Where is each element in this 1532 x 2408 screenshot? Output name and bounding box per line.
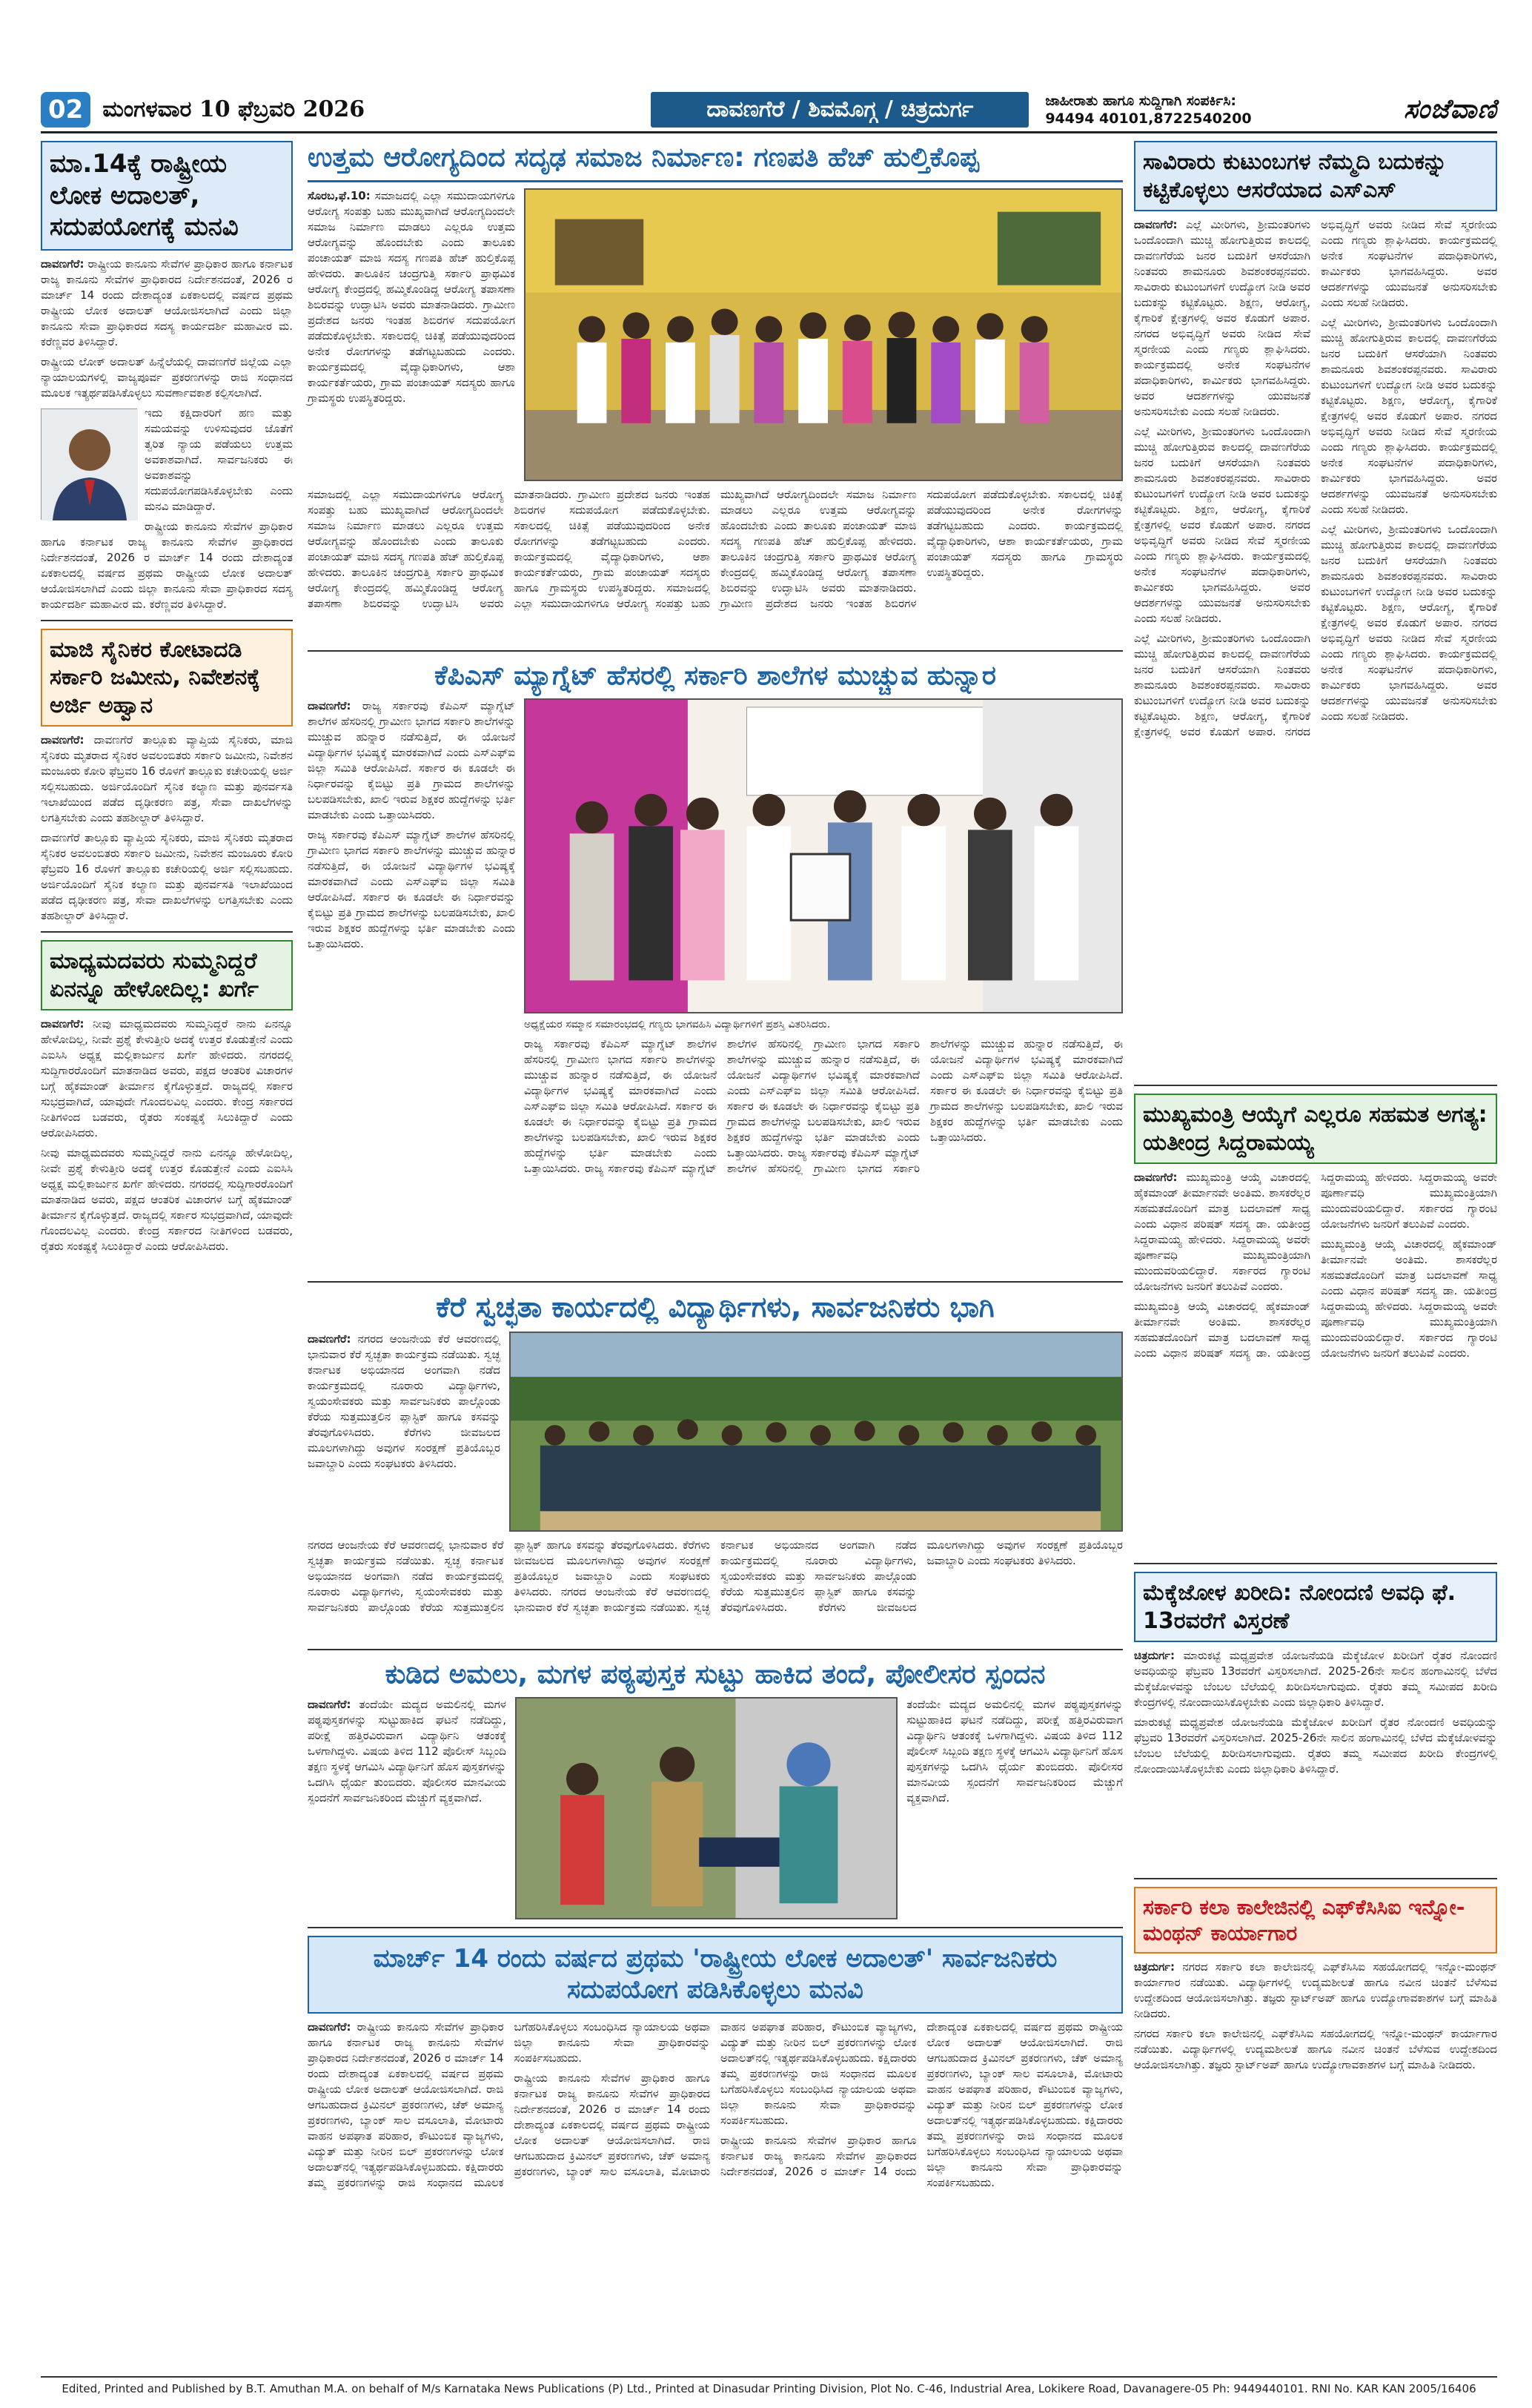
police-photo	[515, 1697, 898, 1919]
paragraph: ನಗರದ ಆಂಜನೇಯ ಕೆರೆ ಆವರಣದಲ್ಲಿ ಭಾನುವಾರ ಕೆರೆ ಸ್ವಚ್ಛತಾ ಕಾರ್ಯಕ್ರಮ ನಡೆಯಿತು. ಸ್ವಚ್ಛ ಕರ್ನಾಟಕ ಅಭಿಯಾನದ ಅಂಗವಾಗಿ ನಡೆದ ಕಾರ್ಯಕ್ರಮದಲ್ಲಿ ನೂರಾರು ವಿದ್ಯಾರ್ಥಿಗಳು, ಸ್ವಯಂಸೇವಕರು ಮತ್ತು ಸಾರ್ವಜನಿಕರು ಪಾಲ್ಗೊಂಡು ಕೆರೆಯ ಸುತ್ತಮುತ್ತಲಿನ ಪ್ಲಾಸ್ಟಿಕ್ ಹಾಗೂ ಕಸವನ್ನು ತೆರವುಗೊಳಿಸಿದರು. ಕೆರೆಗಳು ಜೀವಜಲದ ಮೂಲಗಳಾಗಿದ್ದು ಅವುಗಳ ಸಂರಕ್ಷಣೆ ಪ್ರತಿಯೊಬ್ಬರ ಜವಾಬ್ದಾರಿ ಎಂದು ಸಂಘಟಕರು ತಿಳಿಸಿದರು.	[308, 1538, 710, 1614]
headline: ಕುಡಿದ ಅಮಲು, ಮಗಳ ಪಠ್ಯಪುಸ್ತಕ ಸುಟ್ಟು ಹಾಕಿದ ತಂದೆ, ಪೋಲೀಸರ ಸ್ಪಂದನ	[385, 1658, 1046, 1690]
paragraph: ರಾಜ್ಯ ಸರ್ಕಾರವು ಕೆಪಿಎಸ್ ಮ್ಯಾಗ್ನೆಟ್ ಶಾಲೆಗಳ ಹೆಸರಿನಲ್ಲಿ ಗ್ರಾಮೀಣ ಭಾಗದ ಸರ್ಕಾರಿ ಶಾಲೆಗಳನ್ನು ಮುಚ್ಚುವ ಹುನ್ನಾರ ನಡೆಸುತ್ತಿದೆ, ಈ ಯೋಜನೆ ವಿದ್ಯಾರ್ಥಿಗಳ ಭವಿಷ್ಯಕ್ಕೆ ಮಾರಕವಾಗಿದೆ ಎಂದು ಎಸ್ಎಫ್ಐ ಜಿಲ್ಲಾ ಸಮಿತಿ ಆರೋಪಿಸಿದೆ. ಸರ್ಕಾರ ಈ ಕೂಡಲೇ ಈ ನಿರ್ಧಾರವನ್ನು ಕೈಬಿಟ್ಟು ಪ್ರತಿ ಗ್ರಾಮದ ಶಾಲೆಗಳನ್ನು ಬಲಪಡಿಸಬೇಕು, ಖಾಲಿ ಇರುವ ಶಿಕ್ಷಕರ ಹುದ್ದೆಗಳನ್ನು ಭರ್ತಿ ಮಾಡಬೇಕು ಎಂದು ಒತ್ತಾಯಿಸಿದರು.	[727, 1037, 1123, 1175]
article-body	[41, 732, 293, 924]
center-column	[308, 141, 1123, 2309]
article-continuation	[906, 1697, 1123, 1919]
page-number: 02	[41, 92, 90, 128]
headline: ಮಾರ್ಚ್ 14 ರಂದು ವರ್ಷದ ಪ್ರಥಮ 'ರಾಷ್ಟ್ರೀಯ ಲೋಕ ಅದಾಲತ್' ಸಾರ್ವಜನಿಕರು ಸದುಪಯೋಗ ಪಡಿಸಿಕೊಳ್ಳಲು ಮನವಿ	[373, 1943, 1058, 2005]
headline: ಸಾವಿರಾರು ಕುಟುಂಬಗಳ ನೆಮ್ಮದಿ ಬದುಕನ್ನು ಕಟ್ಟಿಕೊಳ್ಳಲು ಆಸರೆಯಾದ ಎಸ್ಎಸ್	[1143, 149, 1448, 203]
article-continuation	[524, 1036, 1123, 1274]
paragraph: ರಾಷ್ಟ್ರೀಯ ಕಾನೂನು ಸೇವೆಗಳ ಪ್ರಾಧಿಕಾರ ಹಾಗೂ ಕರ್ನಾಟಕ ರಾಜ್ಯ ಕಾನೂನು ಸೇವೆಗಳ ಪ್ರಾಧಿಕಾರದ ನಿರ್ದೇಶನದಂತೆ, 2026 ರ ಮಾರ್ಚ್ 14 ರಂದು ದೇಶಾದ್ಯಂತ ಏಕಕಾಲದಲ್ಲಿ ವರ್ಷದ ಪ್ರಥಮ ರಾಷ್ಟ್ರೀಯ ಲೋಕ ಅದಾಲತ್ ಆಯೋಜಿಸಲಾಗಿದೆ. ರಾಜಿ ಆಗಬಹುದಾದ ಕ್ರಿಮಿನಲ್ ಪ್ರಕರಣಗಳು, ಚೆಕ್ ಅಮಾನ್ಯ ಪ್ರಕರಣಗಳು, ಬ್ಯಾಂಕ್ ಸಾಲ ವಸೂಲಾತಿ, ಮೋಟಾರು ವಾಹನ ಅಪಘಾತ ಪರಿಹಾರ, ಕೌಟುಂಬಿಕ ವ್ಯಾಜ್ಯಗಳು, ವಿದ್ಯುತ್ ಮತ್ತು ನೀರಿನ ಬಿಲ್ ಪ್ರಕರಣಗಳನ್ನು ಲೋಕ ಅದಾಲತ್‌ನಲ್ಲಿ ಇತ್ಯರ್ಥಪಡಿಸಿಕೊಳ್ಳಬಹುದು. ಕಕ್ಷಿದಾರರು ತಮ್ಮ ಪ್ರಕರಣಗಳನ್ನು ರಾಜಿ ಸಂಧಾನದ ಮೂಲಕ ಬಗೆಹರಿಸಿಕೊಳ್ಳಲು ಸಂಬಂಧಿಸಿದ ನ್ಯಾಯಾಲಯ ಅಥವಾ ಜಿಲ್ಲಾ ಕಾನೂನು ಸೇವಾ ಪ್ರಾಧಿಕಾರವನ್ನು ಸಂಪರ್ಕಿಸಬಹುದು.	[308, 2020, 710, 2189]
headline: ಉತ್ತಮ ಆರೋಗ್ಯದಿಂದ ಸದೃಢ ಸಮಾಜ ನಿರ್ಮಾಣ: ಗಣಪತಿ ಹೆಚ್ ಹುಲ್ತಿಕೊಪ್ಪ	[308, 141, 1123, 182]
father-article	[308, 1697, 1123, 1919]
ad-contact-label: ಜಾಹೀರಾತು ಹಾಗೂ ಸುದ್ದಿಗಾಗಿ ಸಂಪರ್ಕಿಸಿ:	[1045, 92, 1236, 109]
dateline: ದಾವಣಗೆರೆ:	[41, 257, 84, 271]
kharge-article	[41, 940, 293, 1010]
paragraph: ಎಲ್ಲೆ ಮೀರಿಗಳು, ಶ್ರೀಮಂತರಿಗಳು ಒಂದೊಂದಾಗಿ ಮುಚ್ಚಿ ಹೋಗುತ್ತಿರುವ ಕಾಲದಲ್ಲಿ ದಾವಣಗೆರೆಯ ಜನರ ಬದುಕಿಗೆ ಆಸರೆಯಾಗಿ ನಿಂತವರು ಶಾಮನೂರು ಶಿವಶಂಕರಪ್ಪನವರು. ಸಾವಿರಾರು ಕುಟುಂಬಗಳಿಗೆ ಉದ್ಯೋಗ ನೀಡಿ ಅವರ ಬದುಕನ್ನು ಕಟ್ಟಿಕೊಟ್ಟರು. ಶಿಕ್ಷಣ, ಆರೋಗ್ಯ, ಕೈಗಾರಿಕೆ ಕ್ಷೇತ್ರಗಳಲ್ಲಿ ಅವರ ಕೊಡುಗೆ ಅಪಾರ. ನಗರದ ಅಭಿವೃದ್ಧಿಗೆ ಅವರು ನೀಡಿದ ಸೇವೆ ಸ್ಮರಣೀಯ ಎಂದು ಗಣ್ಯರು ಶ್ಲಾಘಿಸಿದರು. ಕಾರ್ಯಕ್ರಮದಲ್ಲಿ ಅನೇಕ ಸಂಘಟನೆಗಳ ಪದಾಧಿಕಾರಿಗಳು, ಕಾರ್ಮಿಕರು ಭಾಗವಹಿಸಿದ್ದರು. ಅವರ ಆದರ್ಶಗಳನ್ನು ಯುವಜನತೆ ಅನುಸರಿಸಬೇಕು ಎಂದು ಸಲಹೆ ನೀಡಿದರು.	[1134, 218, 1497, 738]
lake-article	[308, 1332, 1123, 1532]
college-article	[1134, 1887, 1497, 1954]
paragraph: ಸಮಾಜದಲ್ಲಿ ಎಲ್ಲಾ ಸಮುದಾಯಗಳಿಗೂ ಆರೋಗ್ಯ ಸಂಪತ್ತು ಬಹು ಮುಖ್ಯವಾಗಿದೆ ಆರೋಗ್ಯದಿಂದಲೇ ಸಮಾಜ ನಿರ್ಮಾಣ ಮಾಡಲು ಎಲ್ಲರೂ ಉತ್ತಮ ಆರೋಗ್ಯವನ್ನು ಹೊಂದಬೇಕು ಎಂದು ತಾಲೂಕು ಪಂಚಾಯತ್ ಮಾಜಿ ಸದಸ್ಯ ಗಣಪತಿ ಹೆಚ್ ಹುಲ್ತಿಕೊಪ್ಪ ಹೇಳಿದರು. ತಾಲೂಕಿನ ಚಂದ್ರಗುತ್ತಿ ಸರ್ಕಾರಿ ಪ್ರಾಥಮಿಕ ಆರೋಗ್ಯ ಕೇಂದ್ರದಲ್ಲಿ ಹಮ್ಮಿಕೊಂಡಿದ್ದ ಆರೋಗ್ಯ ತಪಾಸಣಾ ಶಿಬಿರವನ್ನು ಉದ್ಘಾಟಿಸಿ ಅವರು ಮಾತನಾಡಿದರು. ಗ್ರಾಮೀಣ ಪ್ರದೇಶದ ಜನರು ಇಂತಹ ಶಿಬಿರಗಳ ಸದುಪಯೋಗ ಪಡೆದುಕೊಳ್ಳಬೇಕು. ಸಕಾಲದಲ್ಲಿ ಚಿಕಿತ್ಸೆ ಪಡೆಯುವುದರಿಂದ ಅನೇಕ ರೋಗಗಳನ್ನು ತಡೆಗಟ್ಟಬಹುದು ಎಂದರು. ಕಾರ್ಯಕ್ರಮದಲ್ಲಿ ವೈದ್ಯಾಧಿಕಾರಿಗಳು, ಆಶಾ ಕಾರ್ಯಕರ್ತೆಯರು, ಗ್ರಾಮ ಪಂಚಾಯತ್ ಸದಸ್ಯರು ಹಾಗೂ ಗ್ರಾಮಸ್ಥರು ಉಪಸ್ಥಿತರಿದ್ದರು.	[308, 488, 710, 610]
article-body	[1134, 1170, 1497, 1555]
right-column	[1134, 141, 1497, 2123]
dateline: ಚಿತ್ರದುರ್ಗ:	[1134, 1960, 1175, 1974]
dateline: ದಾವಣಗೆರೆ:	[308, 1697, 351, 1711]
left-column	[41, 141, 293, 1259]
dateline: ದಾವಣಗೆರೆ:	[41, 733, 84, 747]
paragraph: ಇದು ಕಕ್ಷಿದಾರರಿಗೆ ಹಣ ಮತ್ತು ಸಮಯವನ್ನು ಉಳಿಸುವುದರ ಜೊತೆಗೆ ತ್ವರಿತ ನ್ಯಾಯ ಪಡೆಯಲು ಉತ್ತಮ ಅವಕಾಶವಾಗಿದೆ. ಸಾರ್ವಜನಿಕರು ಈ ಅವಕಾಶವನ್ನು ಸದುಪಯೋಗಪಡಿಸಿಕೊಳ್ಳಬೇಕು ಎಂದು ಮನವಿ ಮಾಡಿದ್ದಾರೆ.	[145, 406, 293, 513]
paragraph: ದಾವಣಗೆರೆ ತಾಲ್ಲೂಕು ವ್ಯಾಪ್ತಿಯ ಸೈನಿಕರು, ಮಾಜಿ ಸೈನಿಕರು ಮೃತರಾದ ಸೈನಿಕರ ಅವಲಂಬಿತರು ಸರ್ಕಾರಿ ಜಮೀನು, ನಿವೇಶನ ಮಂಜೂರು ಕೋರಿ ಫೆಬ್ರವರಿ 16 ರೊಳಗೆ ತಾಲ್ಲೂಕು ಕಚೇರಿಯಲ್ಲಿ ಅರ್ಜಿ ಸಲ್ಲಿಸಬಹುದು. ಅರ್ಜಿಯೊಂದಿಗೆ ಸೈನಿಕ ಕಲ್ಯಾಣ ಮತ್ತು ಪುನರ್ವಸತಿ ಇಲಾಖೆಯಿಂದ ಪಡೆದ ದೃಢೀಕರಣ ಪತ್ರ, ಸೇವಾ ದಾಖಲೆಗಳನ್ನು ಲಗತ್ತಿಸಬೇಕು ಎಂದು ತಹಶೀಲ್ದಾರ್ ತಿಳಿಸಿದ್ದಾರೆ.	[41, 831, 293, 922]
headline: ಕೆಪಿಎಸ್ ಮ್ಯಾಗ್ನೆಟ್ ಹೆಸರಲ್ಲಿ ಸರ್ಕಾರಿ ಶಾಲೆಗಳ ಮುಚ್ಚುವ ಹುನ್ನಾರ	[434, 661, 996, 691]
paragraph: ಮುಖ್ಯಮಂತ್ರಿ ಆಯ್ಕೆ ವಿಚಾರದಲ್ಲಿ ಹೈಕಮಾಂಡ್ ತೀರ್ಮಾನವೇ ಅಂತಿಮ. ಶಾಸಕರೆಲ್ಲರ ಸಹಮತದೊಂದಿಗೆ ಮಾತ್ರ ಬದಲಾವಣೆ ಸಾಧ್ಯ ಎಂದು ವಿಧಾನ ಪರಿಷತ್ ಸದಸ್ಯ ಡಾ. ಯತೀಂದ್ರ ಸಿದ್ದರಾಮಯ್ಯ ಹೇಳಿದರು. ಸಿದ್ದರಾಮಯ್ಯ ಅವರೇ ಪೂರ್ಣಾವಧಿ ಮುಖ್ಯಮಂತ್ರಿಯಾಗಿ ಮುಂದುವರಿಯಲಿದ್ದಾರೆ. ಸರ್ಕಾರದ ಗ್ಯಾರಂಟಿ ಯೋಜನೆಗಳು ಜನರಿಗೆ ತಲುಪಿವೆ ಎಂದರು.	[1321, 1237, 1497, 1360]
headline: ಸರ್ಕಾರಿ ಕಲಾ ಕಾಲೇಜಿನಲ್ಲಿ ಎಫ್‌ಕೆಸಿಸಿಐ ಇನ್ನೋ-ಮಂಥನ್ ಕಾರ್ಯಾಗಾರ	[1143, 1895, 1465, 1945]
article-body	[308, 1697, 506, 1919]
dateline: ದಾವಣಗೆರೆ:	[1134, 1171, 1178, 1184]
health-article	[308, 188, 1123, 481]
paragraph: ರಾಷ್ಟ್ರೀಯ ಕಾನೂನು ಸೇವೆಗಳ ಪ್ರಾಧಿಕಾರ ಹಾಗೂ ಕರ್ನಾಟಕ ರಾಜ್ಯ ಕಾನೂನು ಸೇವೆಗಳ ಪ್ರಾಧಿಕಾರದ ನಿರ್ದೇಶನದಂತೆ, 2026 ರ ಮಾರ್ಚ್ 14 ರಂದು ದೇಶಾದ್ಯಂತ ಏಕಕಾಲದಲ್ಲಿ ವರ್ಷದ ಪ್ರಥಮ ರಾಷ್ಟ್ರೀಯ ಲೋಕ ಅದಾಲತ್ ಆಯೋಜಿಸಲಾಗಿದೆ. ರಾಜಿ ಆಗಬಹುದಾದ ಕ್ರಿಮಿನಲ್ ಪ್ರಕರಣಗಳು, ಚೆಕ್ ಅಮಾನ್ಯ ಪ್ರಕರಣಗಳು, ಬ್ಯಾಂಕ್ ಸಾಲ ವಸೂಲಾತಿ, ಮೋಟಾರು ವಾಹನ ಅಪಘಾತ ಪರಿಹಾರ, ಕೌಟುಂಬಿಕ ವ್ಯಾಜ್ಯಗಳು, ವಿದ್ಯುತ್ ಮತ್ತು ನೀರಿನ ಬಿಲ್ ಪ್ರಕರಣಗಳನ್ನು ಲೋಕ ಅದಾಲತ್‌ನಲ್ಲಿ ಇತ್ಯರ್ಥಪಡಿಸಿಕೊಳ್ಳಬಹುದು. ಕಕ್ಷಿದಾರರು ತಮ್ಮ ಪ್ರಕರಣಗಳನ್ನು ರಾಜಿ ಸಂಧಾನದ ಮೂಲಕ ಬಗೆಹರಿಸಿಕೊಳ್ಳಲು ಸಂಬಂಧಿಸಿದ ನ್ಯಾಯಾಲಯ ಅಥವಾ ಜಿಲ್ಲಾ ಕಾನೂನು ಸೇವಾ ಪ್ರಾಧಿಕಾರವನ್ನು ಸಂಪರ್ಕಿಸಬಹುದು.	[514, 2020, 917, 2178]
article-body	[308, 1332, 500, 1532]
paragraph: ರಾಷ್ಟ್ರೀಯ ಕಾನೂನು ಸೇವೆಗಳ ಪ್ರಾಧಿಕಾರ ಹಾಗೂ ಕರ್ನಾಟಕ ರಾಜ್ಯ ಕಾನೂನು ಸೇವೆಗಳ ಪ್ರಾಧಿಕಾರದ ನಿರ್ದೇಶನದಂತೆ, 2026 ರ ಮಾರ್ಚ್ 14 ರಂದು ದೇಶಾದ್ಯಂತ ಏಕಕಾಲದಲ್ಲಿ ವರ್ಷದ ಪ್ರಥಮ ರಾಷ್ಟ್ರೀಯ ಲೋಕ ಅದಾಲತ್ ಆಯೋಜಿಸಲಾಗಿದೆ ಎಂದು ಜಿಲ್ಲಾ ಕಾನೂನು ಸೇವಾ ಪ್ರಾಧಿಕಾರದ ಸದಸ್ಯ ಕಾರ್ಯದರ್ಶಿ ಮಹಾವೀರ ಮ. ಕರೆಣ್ಣವರ ತಿಳಿಸಿದ್ದಾರೆ.	[41, 519, 293, 611]
paragraph: ನೀವು ಮಾಧ್ಯಮದವರು ಸುಮ್ಮನಿದ್ದರೆ ನಾನು ಏನನ್ನೂ ಹೇಳೋದಿಲ್ಲ, ನೀವೇ ಪ್ರಶ್ನೆ ಕೇಳುತ್ತೀರಿ ಅದಕ್ಕೆ ಉತ್ತರ ಕೊಡುತ್ತೇನೆ ಎಂದು ಎಐಸಿಸಿ ಅಧ್ಯಕ್ಷ ಮಲ್ಲಿಕಾರ್ಜುನ ಖರ್ಗೆ ಹೇಳಿದರು. ನಗರದಲ್ಲಿ ಸುದ್ದಿಗಾರರೊಂದಿಗೆ ಮಾತನಾಡಿದ ಅವರು, ಪಕ್ಷದ ಆಂತರಿಕ ವಿಚಾರಗಳ ಬಗ್ಗೆ ಹೈಕಮಾಂಡ್ ತೀರ್ಮಾನ ಕೈಗೊಳ್ಳುತ್ತದೆ. ರಾಜ್ಯದಲ್ಲಿ ಸರ್ಕಾರ ಸುಭದ್ರವಾಗಿದೆ, ಯಾವುದೇ ಗೊಂದಲವಿಲ್ಲ ಎಂದರು. ಕೇಂದ್ರ ಸರ್ಕಾರದ ನೀತಿಗಳಿಂದ ಬಡವರು, ರೈತರು ಸಂಕಷ್ಟಕ್ಕೆ ಸಿಲುಕಿದ್ದಾರೆ ಎಂದು ಆರೋಪಿಸಿದರು.	[41, 1146, 293, 1253]
paragraph: ಸಮಾಜದಲ್ಲಿ ಎಲ್ಲಾ ಸಮುದಾಯಗಳಿಗೂ ಆರೋಗ್ಯ ಸಂಪತ್ತು ಬಹು ಮುಖ್ಯವಾಗಿದೆ ಆರೋಗ್ಯದಿಂದಲೇ ಸಮಾಜ ನಿರ್ಮಾಣ ಮಾಡಲು ಎಲ್ಲರೂ ಉತ್ತಮ ಆರೋಗ್ಯವನ್ನು ಹೊಂದಬೇಕು ಎಂದು ತಾಲೂಕು ಪಂಚಾಯತ್ ಮಾಜಿ ಸದಸ್ಯ ಗಣಪತಿ ಹೆಚ್ ಹುಲ್ತಿಕೊಪ್ಪ ಹೇಳಿದರು. ತಾಲೂಕಿನ ಚಂದ್ರಗುತ್ತಿ ಸರ್ಕಾರಿ ಪ್ರಾಥಮಿಕ ಆರೋಗ್ಯ ಕೇಂದ್ರದಲ್ಲಿ ಹಮ್ಮಿಕೊಂಡಿದ್ದ ಆರೋಗ್ಯ ತಪಾಸಣಾ ಶಿಬಿರವನ್ನು ಉದ್ಘಾಟಿಸಿ ಅವರು ಮಾತನಾಡಿದರು. ಗ್ರಾಮೀಣ ಪ್ರದೇಶದ ಜನರು ಇಂತಹ ಶಿಬಿರಗಳ ಸದುಪಯೋಗ ಪಡೆದುಕೊಳ್ಳಬೇಕು. ಸಕಾಲದಲ್ಲಿ ಚಿಕಿತ್ಸೆ ಪಡೆಯುವುದರಿಂದ ಅನೇಕ ರೋಗಗಳನ್ನು ತಡೆಗಟ್ಟಬಹುದು ಎಂದರು. ಕಾರ್ಯಕ್ರಮದಲ್ಲಿ ವೈದ್ಯಾಧಿಕಾರಿಗಳು, ಆಶಾ ಕಾರ್ಯಕರ್ತೆಯರು, ಗ್ರಾಮ ಪಂಚಾಯತ್ ಸದಸ್ಯರು ಹಾಗೂ ಗ್ರಾಮಸ್ಥರು ಉಪಸ್ಥಿತರಿದ್ದರು.	[514, 488, 1123, 610]
paragraph: ಮುಖ್ಯಮಂತ್ರಿ ಆಯ್ಕೆ ವಿಚಾರದಲ್ಲಿ ಹೈಕಮಾಂಡ್ ತೀರ್ಮಾನವೇ ಅಂತಿಮ. ಶಾಸಕರೆಲ್ಲರ ಸಹಮತದೊಂದಿಗೆ ಮಾತ್ರ ಬದಲಾವಣೆ ಸಾಧ್ಯ ಎಂದು ವಿಧಾನ ಪರಿಷತ್ ಸದಸ್ಯ ಡಾ. ಯತೀಂದ್ರ ಸಿದ್ದರಾಮಯ್ಯ ಹೇಳಿದರು. ಸಿದ್ದರಾಮಯ್ಯ ಅವರೇ ಪೂರ್ಣಾವಧಿ ಮುಖ್ಯಮಂತ್ರಿಯಾಗಿ ಮುಂದುವರಿಯಲಿದ್ದಾರೆ. ಸರ್ಕಾರದ ಗ್ಯಾರಂಟಿ ಯೋಜನೆಗಳು ಜನರಿಗೆ ತಲುಪಿವೆ ಎಂದರು.	[1134, 1171, 1497, 1360]
paragraph: ರಾಜ್ಯ ಸರ್ಕಾರವು ಕೆಪಿಎಸ್ ಮ್ಯಾಗ್ನೆಟ್ ಶಾಲೆಗಳ ಹೆಸರಿನಲ್ಲಿ ಗ್ರಾಮೀಣ ಭಾಗದ ಸರ್ಕಾರಿ ಶಾಲೆಗಳನ್ನು ಮುಚ್ಚುವ ಹುನ್ನಾರ ನಡೆಸುತ್ತಿದೆ, ಈ ಯೋಜನೆ ವಿದ್ಯಾರ್ಥಿಗಳ ಭವಿಷ್ಯಕ್ಕೆ ಮಾರಕವಾಗಿದೆ ಎಂದು ಎಸ್ಎಫ್ಐ ಜಿಲ್ಲಾ ಸಮಿತಿ ಆರೋಪಿಸಿದೆ. ಸರ್ಕಾರ ಈ ಕೂಡಲೇ ಈ ನಿರ್ಧಾರವನ್ನು ಕೈಬಿಟ್ಟು ಪ್ರತಿ ಗ್ರಾಮದ ಶಾಲೆಗಳನ್ನು ಬಲಪಡಿಸಬೇಕು, ಖಾಲಿ ಇರುವ ಶಿಕ್ಷಕರ ಹುದ್ದೆಗಳನ್ನು ಭರ್ತಿ ಮಾಡಬೇಕು ಎಂದು ಒತ್ತಾಯಿಸಿದರು.	[308, 828, 515, 950]
paragraph: ದಾವಣಗೆರೆ ತಾಲ್ಲೂಕು ವ್ಯಾಪ್ತಿಯ ಸೈನಿಕರು, ಮಾಜಿ ಸೈನಿಕರು ಮೃತರಾದ ಸೈನಿಕರ ಅವಲಂಬಿತರು ಸರ್ಕಾರಿ ಜಮೀನು, ನಿವೇಶನ ಮಂಜೂರು ಕೋರಿ ಫೆಬ್ರವರಿ 16 ರೊಳಗೆ ತಾಲ್ಲೂಕು ಕಚೇರಿಯಲ್ಲಿ ಅರ್ಜಿ ಸಲ್ಲಿಸಬಹುದು. ಅರ್ಜಿಯೊಂದಿಗೆ ಸೈನಿಕ ಕಲ್ಯಾಣ ಮತ್ತು ಪುನರ್ವಸತಿ ಇಲಾಖೆಯಿಂದ ಪಡೆದ ದೃಢೀಕರಣ ಪತ್ರ, ಸೇವಾ ದಾಖಲೆಗಳನ್ನು ಲಗತ್ತಿಸಬೇಕು ಎಂದು ತಹಶೀಲ್ದಾರ್ ತಿಳಿಸಿದ್ದಾರೆ.	[41, 733, 293, 824]
group-photo	[524, 188, 1123, 481]
paragraph: ನಗರದ ಸರ್ಕಾರಿ ಕಲಾ ಕಾಲೇಜಿನಲ್ಲಿ ಎಫ್‌ಕೆಸಿಸಿಐ ಸಹಯೋಗದಲ್ಲಿ ಇನ್ನೋ-ಮಂಥನ್ ಕಾರ್ಯಾಗಾರ ನಡೆಯಿತು. ವಿದ್ಯಾರ್ಥಿಗಳಲ್ಲಿ ಉದ್ಯಮಶೀಲತೆ ಹಾಗೂ ನವೀನ ಚಿಂತನೆ ಬೆಳೆಸುವ ಉದ್ದೇಶದಿಂದ ಆಯೋಜಿಸಲಾಗಿತ್ತು. ತಜ್ಞರು ಸ್ಟಾರ್ಟ್‌ಅಪ್ ಹಾಗೂ ಉದ್ಯೋಗಾವಕಾಶಗಳ ಬಗ್ಗೆ ಮಾಹಿತಿ ನೀಡಿದರು.	[1134, 1960, 1497, 2020]
paragraph: ಸಮಾಜದಲ್ಲಿ ಎಲ್ಲಾ ಸಮುದಾಯಗಳಿಗೂ ಆರೋಗ್ಯ ಸಂಪತ್ತು ಬಹು ಮುಖ್ಯವಾಗಿದೆ ಆರೋಗ್ಯದಿಂದಲೇ ಸಮಾಜ ನಿರ್ಮಾಣ ಮಾಡಲು ಎಲ್ಲರೂ ಉತ್ತಮ ಆರೋಗ್ಯವನ್ನು ಹೊಂದಬೇಕು ಎಂದು ತಾಲೂಕು ಪಂಚಾಯತ್ ಮಾಜಿ ಸದಸ್ಯ ಗಣಪತಿ ಹೆಚ್ ಹುಲ್ತಿಕೊಪ್ಪ ಹೇಳಿದರು. ತಾಲೂಕಿನ ಚಂದ್ರಗುತ್ತಿ ಸರ್ಕಾರಿ ಪ್ರಾಥಮಿಕ ಆರೋಗ್ಯ ಕೇಂದ್ರದಲ್ಲಿ ಹಮ್ಮಿಕೊಂಡಿದ್ದ ಆರೋಗ್ಯ ತಪಾಸಣಾ ಶಿಬಿರವನ್ನು ಉದ್ಘಾಟಿಸಿ ಅವರು ಮಾತನಾಡಿದರು. ಗ್ರಾಮೀಣ ಪ್ರದೇಶದ ಜನರು ಇಂತಹ ಶಿಬಿರಗಳ ಸದುಪಯೋಗ ಪಡೆದುಕೊಳ್ಳಬೇಕು. ಸಕಾಲದಲ್ಲಿ ಚಿಕಿತ್ಸೆ ಪಡೆಯುವುದರಿಂದ ಅನೇಕ ರೋಗಗಳನ್ನು ತಡೆಗಟ್ಟಬಹುದು ಎಂದರು. ಕಾರ್ಯಕ್ರಮದಲ್ಲಿ ವೈದ್ಯಾಧಿಕಾರಿಗಳು, ಆಶಾ ಕಾರ್ಯಕರ್ತೆಯರು, ಗ್ರಾಮ ಪಂಚಾಯತ್ ಸದಸ್ಯರು ಹಾಗೂ ಗ್ರಾಮಸ್ಥರು ಉಪಸ್ಥಿತರಿದ್ದರು.	[308, 189, 515, 405]
paragraph: ರಾಜ್ಯ ಸರ್ಕಾರವು ಕೆಪಿಎಸ್ ಮ್ಯಾಗ್ನೆಟ್ ಶಾಲೆಗಳ ಹೆಸರಿನಲ್ಲಿ ಗ್ರಾಮೀಣ ಭಾಗದ ಸರ್ಕಾರಿ ಶಾಲೆಗಳನ್ನು ಮುಚ್ಚುವ ಹುನ್ನಾರ ನಡೆಸುತ್ತಿದೆ, ಈ ಯೋಜನೆ ವಿದ್ಯಾರ್ಥಿಗಳ ಭವಿಷ್ಯಕ್ಕೆ ಮಾರಕವಾಗಿದೆ ಎಂದು ಎಸ್ಎಫ್ಐ ಜಿಲ್ಲಾ ಸಮಿತಿ ಆರೋಪಿಸಿದೆ. ಸರ್ಕಾರ ಈ ಕೂಡಲೇ ಈ ನಿರ್ಧಾರವನ್ನು ಕೈಬಿಟ್ಟು ಪ್ರತಿ ಗ್ರಾಮದ ಶಾಲೆಗಳನ್ನು ಬಲಪಡಿಸಬೇಕು, ಖಾಲಿ ಇರುವ ಶಿಕ್ಷಕರ ಹುದ್ದೆಗಳನ್ನು ಭರ್ತಿ ಮಾಡಬೇಕು ಎಂದು ಒತ್ತಾಯಿಸಿದರು.	[584, 1037, 920, 1175]
headline: ಮುಖ್ಯಮಂತ್ರಿ ಆಯ್ಕೆಗೆ ಎಲ್ಲರೂ ಸಹಮತ ಅಗತ್ಯ: ಯತೀಂದ್ರ ಸಿದ್ದರಾಮಯ್ಯ	[1143, 1102, 1488, 1156]
masthead	[41, 87, 1497, 133]
paragraph: ರಾಷ್ಟ್ರೀಯ ಲೋಕ್ ಅದಾಲತ್ ಹಿನ್ನೆಲೆಯಲ್ಲಿ ದಾವಣಗೆರೆ ಜಿಲ್ಲೆಯ ಎಲ್ಲಾ ನ್ಯಾಯಾಲಯಗಳಲ್ಲಿ ವಾಜ್ಯಪೂರ್ವ ಪ್ರಕರಣಗಳನ್ನು ರಾಜಿ ಸಂಧಾನದ ಮೂಲಕ ಇತ್ಯರ್ಥಪಡಿಸಿಕೊಳ್ಳಲು ಸುವರ್ಣಾವಕಾಶ ಕಲ್ಪಿಸಲಾಗಿದೆ.	[41, 354, 293, 400]
soldier-article	[41, 629, 293, 727]
headline: ಮೆಕ್ಕೆಜೋಳ ಖರೀದಿ: ನೋಂದಣಿ ಅವಧಿ ಫೆ. 13ರವರೆಗೆ ವಿಸ್ತರಣೆ	[1143, 1580, 1456, 1634]
award-photo	[524, 698, 1123, 1013]
dateline: ಚಿತ್ರದುರ್ಗ:	[1134, 1649, 1175, 1662]
paragraph: ರಾಷ್ಟ್ರೀಯ ಕಾನೂನು ಸೇವೆಗಳ ಪ್ರಾಧಿಕಾರ ಹಾಗೂ ಕರ್ನಾಟಕ ರಾಜ್ಯ ಕಾನೂನು ಸೇವೆಗಳ ಪ್ರಾಧಿಕಾರದ ನಿರ್ದೇಶನದಂತೆ, 2026 ರ ಮಾರ್ಚ್ 14 ರಂದು ದೇಶಾದ್ಯಂತ ಏಕಕಾಲದಲ್ಲಿ ವರ್ಷದ ಪ್ರಥಮ ರಾಷ್ಟ್ರೀಯ ಲೋಕ ಅದಾಲತ್ ಆಯೋಜಿಸಲಾಗಿದೆ ಎಂದು ಜಿಲ್ಲಾ ಕಾನೂನು ಸೇವಾ ಪ್ರಾಧಿಕಾರದ ಸದಸ್ಯ ಕಾರ್ಯದರ್ಶಿ ಮಹಾವೀರ ಮ. ಕರೆಣ್ಣವರ ತಿಳಿಸಿದ್ದಾರೆ.	[41, 257, 293, 348]
paragraph: ರಾಷ್ಟ್ರೀಯ ಕಾನೂನು ಸೇವೆಗಳ ಪ್ರಾಧಿಕಾರ ಹಾಗೂ ಕರ್ನಾಟಕ ರಾಜ್ಯ ಕಾನೂನು ಸೇವೆಗಳ ಪ್ರಾಧಿಕಾರದ ನಿರ್ದೇಶನದಂತೆ, 2026 ರ ಮಾರ್ಚ್ 14 ರಂದು ದೇಶಾದ್ಯಂತ ಏಕಕಾಲದಲ್ಲಿ ವರ್ಷದ ಪ್ರಥಮ ರಾಷ್ಟ್ರೀಯ ಲೋಕ ಅದಾಲತ್ ಆಯೋಜಿಸಲಾಗಿದೆ. ರಾಜಿ ಆಗಬಹುದಾದ ಕ್ರಿಮಿನಲ್ ಪ್ರಕರಣಗಳು, ಚೆಕ್ ಅಮಾನ್ಯ ಪ್ರಕರಣಗಳು, ಬ್ಯಾಂಕ್ ಸಾಲ ವಸೂಲಾತಿ, ಮೋಟಾರು ವಾಹನ ಅಪಘಾತ ಪರಿಹಾರ, ಕೌಟುಂಬಿಕ ವ್ಯಾಜ್ಯಗಳು, ವಿದ್ಯುತ್ ಮತ್ತು ನೀರಿನ ಬಿಲ್ ಪ್ರಕರಣಗಳನ್ನು ಲೋಕ ಅದಾಲತ್‌ನಲ್ಲಿ ಇತ್ಯರ್ಥಪಡಿಸಿಕೊಳ್ಳಬಹುದು. ಕಕ್ಷಿದಾರರು ತಮ್ಮ ಪ್ರಕರಣಗಳನ್ನು ರಾಜಿ ಸಂಧಾನದ ಮೂಲಕ ಬಗೆಹರಿಸಿಕೊಳ್ಳಲು ಸಂಬಂಧಿಸಿದ ನ್ಯಾಯಾಲಯ ಅಥವಾ ಜಿಲ್ಲಾ ಕಾನೂನು ಸೇವಾ ಪ್ರಾಧಿಕಾರವನ್ನು ಸಂಪರ್ಕಿಸಬಹುದು.	[720, 2020, 1123, 2189]
article-body	[308, 2020, 1123, 2309]
article-body	[41, 1016, 293, 1254]
article-body	[1134, 1959, 1497, 2123]
article-body	[1134, 1648, 1497, 1870]
paragraph: ಮುಖ್ಯಮಂತ್ರಿ ಆಯ್ಕೆ ವಿಚಾರದಲ್ಲಿ ಹೈಕಮಾಂಡ್ ತೀರ್ಮಾನವೇ ಅಂತಿಮ. ಶಾಸಕರೆಲ್ಲರ ಸಹಮತದೊಂದಿಗೆ ಮಾತ್ರ ಬದಲಾವಣೆ ಸಾಧ್ಯ ಎಂದು ವಿಧಾನ ಪರಿಷತ್ ಸದಸ್ಯ ಡಾ. ಯತೀಂದ್ರ ಸಿದ್ದರಾಮಯ್ಯ ಹೇಳಿದರು. ಸಿದ್ದರಾಮಯ್ಯ ಅವರೇ ಪೂರ್ಣಾವಧಿ ಮುಖ್ಯಮಂತ್ರಿಯಾಗಿ ಮುಂದುವರಿಯಲಿದ್ದಾರೆ. ಸರ್ಕಾರದ ಗ್ಯಾರಂಟಿ ಯೋಜನೆಗಳು ಜನರಿಗೆ ತಲುಪಿವೆ ಎಂದರು.	[1134, 1171, 1310, 1293]
cleanup-photo	[509, 1332, 1123, 1532]
article-body	[41, 257, 293, 612]
dateline: ದಾವಣಗೆರೆ:	[1134, 218, 1178, 231]
sssy-article	[1134, 141, 1497, 211]
paragraph: ನಗರದ ಆಂಜನೇಯ ಕೆರೆ ಆವರಣದಲ್ಲಿ ಭಾನುವಾರ ಕೆರೆ ಸ್ವಚ್ಛತಾ ಕಾರ್ಯಕ್ರಮ ನಡೆಯಿತು. ಸ್ವಚ್ಛ ಕರ್ನಾಟಕ ಅಭಿಯಾನದ ಅಂಗವಾಗಿ ನಡೆದ ಕಾರ್ಯಕ್ರಮದಲ್ಲಿ ನೂರಾರು ವಿದ್ಯಾರ್ಥಿಗಳು, ಸ್ವಯಂಸೇವಕರು ಮತ್ತು ಸಾರ್ವಜನಿಕರು ಪಾಲ್ಗೊಂಡು ಕೆರೆಯ ಸುತ್ತಮುತ್ತಲಿನ ಪ್ಲಾಸ್ಟಿಕ್ ಹಾಗೂ ಕಸವನ್ನು ತೆರವುಗೊಳಿಸಿದರು. ಕೆರೆಗಳು ಜೀವಜಲದ ಮೂಲಗಳಾಗಿದ್ದು ಅವುಗಳ ಸಂರಕ್ಷಣೆ ಪ್ರತಿಯೊಬ್ಬರ ಜವಾಬ್ದಾರಿ ಎಂದು ಸಂಘಟಕರು ತಿಳಿಸಿದರು.	[514, 1538, 1123, 1614]
article-body	[308, 698, 515, 1274]
paragraph: ತಂದೆಯೇ ಮದ್ಯದ ಅಮಲಿನಲ್ಲಿ ಮಗಳ ಪಠ್ಯಪುಸ್ತಕಗಳನ್ನು ಸುಟ್ಟುಹಾಕಿದ ಘಟನೆ ನಡೆದಿದ್ದು, ಪರೀಕ್ಷೆ ಹತ್ತಿರವಿರುವಾಗ ವಿದ್ಯಾರ್ಥಿನಿ ಆತಂಕಕ್ಕೆ ಒಳಗಾಗಿದ್ದಳು. ವಿಷಯ ತಿಳಿದ 112 ಪೊಲೀಸ್ ಸಿಬ್ಬಂದಿ ತಕ್ಷಣ ಸ್ಥಳಕ್ಕೆ ಆಗಮಿಸಿ ವಿದ್ಯಾರ್ಥಿನಿಗೆ ಹೊಸ ಪುಸ್ತಕಗಳನ್ನು ಒದಗಿಸಿ ಧೈರ್ಯ ತುಂಬಿದರು. ಪೊಲೀಸರ ಮಾನವೀಯ ಸ್ಪಂದನೆಗೆ ಸಾರ್ವಜನಿಕರಿಂದ ಮೆಚ್ಚುಗೆ ವ್ಯಕ್ತವಾಗಿದೆ.	[308, 1697, 506, 1805]
headline: ಮಾ.14ಕ್ಕೆ ರಾಷ್ಟ್ರೀಯ ಲೋಕ ಅದಾಲತ್, ಸದುಪಯೋಗಕ್ಕೆ ಮನವಿ	[50, 149, 239, 242]
dateline: ದಾವಣಗೆರೆ:	[41, 1017, 84, 1031]
article-continuation	[308, 1538, 1123, 1641]
kps-photo-block	[524, 698, 1123, 1274]
lok-adalat-article	[41, 141, 293, 251]
headline: ಮಾಧ್ಯಮದವರು ಸುಮ್ಮನಿದ್ದರೆ ಏನನ್ನೂ ಹೇಳೋದಿಲ್ಲ: ಖರ್ಗೆ	[50, 948, 259, 1002]
dateline: ದಾವಣಗೆರೆ:	[308, 699, 351, 712]
paragraph: ನೀವು ಮಾಧ್ಯಮದವರು ಸುಮ್ಮನಿದ್ದರೆ ನಾನು ಏನನ್ನೂ ಹೇಳೋದಿಲ್ಲ, ನೀವೇ ಪ್ರಶ್ನೆ ಕೇಳುತ್ತೀರಿ ಅದಕ್ಕೆ ಉತ್ತರ ಕೊಡುತ್ತೇನೆ ಎಂದು ಎಐಸಿಸಿ ಅಧ್ಯಕ್ಷ ಮಲ್ಲಿಕಾರ್ಜುನ ಖರ್ಗೆ ಹೇಳಿದರು. ನಗರದಲ್ಲಿ ಸುದ್ದಿಗಾರರೊಂದಿಗೆ ಮಾತನಾಡಿದ ಅವರು, ಪಕ್ಷದ ಆಂತರಿಕ ವಿಚಾರಗಳ ಬಗ್ಗೆ ಹೈಕಮಾಂಡ್ ತೀರ್ಮಾನ ಕೈಗೊಳ್ಳುತ್ತದೆ. ರಾಜ್ಯದಲ್ಲಿ ಸರ್ಕಾರ ಸುಭದ್ರವಾಗಿದೆ, ಯಾವುದೇ ಗೊಂದಲವಿಲ್ಲ ಎಂದರು. ಕೇಂದ್ರ ಸರ್ಕಾರದ ನೀತಿಗಳಿಂದ ಬಡವರು, ರೈತರು ಸಂಕಷ್ಟಕ್ಕೆ ಸಿಲುಕಿದ್ದಾರೆ ಎಂದು ಆರೋಪಿಸಿದರು.	[41, 1017, 293, 1140]
headline: ಮಾಜಿ ಸೈನಿಕರ ಕೋಟಾದಡಿ ಸರ್ಕಾರಿ ಜಮೀನು, ನಿವೇಶನಕ್ಕೆ ಅರ್ಜಿ ಅಹ್ವಾನ	[50, 636, 260, 718]
ad-contact-phone: 94494 40101,8722540200	[1045, 110, 1252, 127]
cm-article	[1134, 1094, 1497, 1164]
paragraph: ನಗರದ ಸರ್ಕಾರಿ ಕಲಾ ಕಾಲೇಜಿನಲ್ಲಿ ಎಫ್‌ಕೆಸಿಸಿಐ ಸಹಯೋಗದಲ್ಲಿ ಇನ್ನೋ-ಮಂಥನ್ ಕಾರ್ಯಾಗಾರ ನಡೆಯಿತು. ವಿದ್ಯಾರ್ಥಿಗಳಲ್ಲಿ ಉದ್ಯಮಶೀಲತೆ ಹಾಗೂ ನವೀನ ಚಿಂತನೆ ಬೆಳೆಸುವ ಉದ್ದೇಶದಿಂದ ಆಯೋಜಿಸಲಾಗಿತ್ತು. ತಜ್ಞರು ಸ್ಟಾರ್ಟ್‌ಅಪ್ ಹಾಗೂ ಉದ್ಯೋಗಾವಕಾಶಗಳ ಬಗ್ಗೆ ಮಾಹಿತಿ ನೀಡಿದರು.	[1134, 2027, 1497, 2071]
ad-contact	[1045, 92, 1312, 128]
newspaper-logo: ಸಂಜೆವಾಣಿ	[1403, 93, 1497, 125]
paragraph: ಮಾರುಕಟ್ಟೆ ಮಧ್ಯಪ್ರವೇಶ ಯೋಜನೆಯಡಿ ಮೆಕ್ಕೆಜೋಳ ಖರೀದಿಗೆ ರೈತರ ನೋಂದಣಿ ಅವಧಿಯನ್ನು ಫೆಬ್ರವರಿ 13ರವರೆಗೆ ವಿಸ್ತರಿಸಲಾಗಿದೆ. 2025-26ನೇ ಸಾಲಿನ ಹಂಗಾಮಿನಲ್ಲಿ ಬೆಳೆದ ಮೆಕ್ಕೆಜೋಳವನ್ನು ಬೆಂಬಲ ಬೆಲೆಯಲ್ಲಿ ಖರೀದಿಸಲಾಗುವುದು. ರೈತರು ತಮ್ಮ ಸಮೀಪದ ಖರೀದಿ ಕೇಂದ್ರಗಳಲ್ಲಿ ನೋಂದಾಯಿಸಿಕೊಳ್ಳಬೇಕು ಎಂದು ಜಿಲ್ಲಾಧಿಕಾರಿ ತಿಳಿಸಿದ್ದಾರೆ.	[1134, 1716, 1497, 1776]
kps-article	[308, 698, 1123, 1274]
dateline: ದಾವಣಗೆರೆ:	[308, 2020, 351, 2034]
paragraph: ಎಲ್ಲೆ ಮೀರಿಗಳು, ಶ್ರೀಮಂತರಿಗಳು ಒಂದೊಂದಾಗಿ ಮುಚ್ಚಿ ಹೋಗುತ್ತಿರುವ ಕಾಲದಲ್ಲಿ ದಾವಣಗೆರೆಯ ಜನರ ಬದುಕಿಗೆ ಆಸರೆಯಾಗಿ ನಿಂತವರು ಶಾಮನೂರು ಶಿವಶಂಕರಪ್ಪನವರು. ಸಾವಿರಾರು ಕುಟುಂಬಗಳಿಗೆ ಉದ್ಯೋಗ ನೀಡಿ ಅವರ ಬದುಕನ್ನು ಕಟ್ಟಿಕೊಟ್ಟರು. ಶಿಕ್ಷಣ, ಆರೋಗ್ಯ, ಕೈಗಾರಿಕೆ ಕ್ಷೇತ್ರಗಳಲ್ಲಿ ಅವರ ಕೊಡುಗೆ ಅಪಾರ. ನಗರದ ಅಭಿವೃದ್ಧಿಗೆ ಅವರು ನೀಡಿದ ಸೇವೆ ಸ್ಮರಣೀಯ ಎಂದು ಗಣ್ಯರು ಶ್ಲಾಘಿಸಿದರು. ಕಾರ್ಯಕ್ರಮದಲ್ಲಿ ಅನೇಕ ಸಂಘಟನೆಗಳ ಪದಾಧಿಕಾರಿಗಳು, ಕಾರ್ಮಿಕರು ಭಾಗವಹಿಸಿದ್ದರು. ಅವರ ಆದರ್ಶಗಳನ್ನು ಯುವಜನತೆ ಅನುಸರಿಸಬೇಕು ಎಂದು ಸಲಹೆ ನೀಡಿದರು.	[1134, 425, 1310, 625]
photo-caption: ಅಧ್ಯಕ್ಷೆಯರ ಸಮ್ಮಾನ ಸಮಾರಂಭದಲ್ಲಿ ಗಣ್ಯರು ಭಾಗವಹಿಸಿ ವಿದ್ಯಾರ್ಥಿಗಳಿಗೆ ಪ್ರಶಸ್ತಿ ವಿತರಿಸಿದರು.	[524, 1019, 831, 1031]
dateline: ದಾವಣಗೆರೆ:	[308, 1332, 351, 1346]
paragraph: ರಾಜ್ಯ ಸರ್ಕಾರವು ಕೆಪಿಎಸ್ ಮ್ಯಾಗ್ನೆಟ್ ಶಾಲೆಗಳ ಹೆಸರಿನಲ್ಲಿ ಗ್ರಾಮೀಣ ಭಾಗದ ಸರ್ಕಾರಿ ಶಾಲೆಗಳನ್ನು ಮುಚ್ಚುವ ಹುನ್ನಾರ ನಡೆಸುತ್ತಿದೆ, ಈ ಯೋಜನೆ ವಿದ್ಯಾರ್ಥಿಗಳ ಭವಿಷ್ಯಕ್ಕೆ ಮಾರಕವಾಗಿದೆ ಎಂದು ಎಸ್ಎಫ್ಐ ಜಿಲ್ಲಾ ಸಮಿತಿ ಆರೋಪಿಸಿದೆ. ಸರ್ಕಾರ ಈ ಕೂಡಲೇ ಈ ನಿರ್ಧಾರವನ್ನು ಕೈಬಿಟ್ಟು ಪ್ರತಿ ಗ್ರಾಮದ ಶಾಲೆಗಳನ್ನು ಬಲಪಡಿಸಬೇಕು, ಖಾಲಿ ಇರುವ ಶಿಕ್ಷಕರ ಹುದ್ದೆಗಳನ್ನು ಭರ್ತಿ ಮಾಡಬೇಕು ಎಂದು ಒತ್ತಾಯಿಸಿದರು.	[308, 699, 515, 821]
paragraph: ಎಲ್ಲೆ ಮೀರಿಗಳು, ಶ್ರೀಮಂತರಿಗಳು ಒಂದೊಂದಾಗಿ ಮುಚ್ಚಿ ಹೋಗುತ್ತಿರುವ ಕಾಲದಲ್ಲಿ ದಾವಣಗೆರೆಯ ಜನರ ಬದುಕಿಗೆ ಆಸರೆಯಾಗಿ ನಿಂತವರು ಶಾಮನೂರು ಶಿವಶಂಕರಪ್ಪನವರು. ಸಾವಿರಾರು ಕುಟುಂಬಗಳಿಗೆ ಉದ್ಯೋಗ ನೀಡಿ ಅವರ ಬದುಕನ್ನು ಕಟ್ಟಿಕೊಟ್ಟರು. ಶಿಕ್ಷಣ, ಆರೋಗ್ಯ, ಕೈಗಾರಿಕೆ ಕ್ಷೇತ್ರಗಳಲ್ಲಿ ಅವರ ಕೊಡುಗೆ ಅಪಾರ. ನಗರದ ಅಭಿವೃದ್ಧಿಗೆ ಅವರು ನೀಡಿದ ಸೇವೆ ಸ್ಮರಣೀಯ ಎಂದು ಗಣ್ಯರು ಶ್ಲಾಘಿಸಿದರು. ಕಾರ್ಯಕ್ರಮದಲ್ಲಿ ಅನೇಕ ಸಂಘಟನೆಗಳ ಪದಾಧಿಕಾರಿಗಳು, ಕಾರ್ಮಿಕರು ಭಾಗವಹಿಸಿದ್ದರು. ಅವರ ಆದರ್ಶಗಳನ್ನು ಯುವಜನತೆ ಅನುಸರಿಸಬೇಕು ಎಂದು ಸಲಹೆ ನೀಡಿದರು.	[1134, 218, 1310, 418]
march14-article	[308, 1936, 1123, 2014]
region-banner: ದಾವಣಗೆರೆ / ಶಿವಮೊಗ್ಗ / ಚಿತ್ರದುರ್ಗ	[651, 92, 1029, 128]
imprint-footer: Edited, Printed and Published by B.T. Amuthan M.A. on behalf of M/s Karnataka News Publications (P) Ltd., Printed at Dinasudar Printing Division, Plot No. C-46, Industrial Area, Lokikere Road, Davanagere-05 Ph: 9449440101. RNI No. KAR KAN 2005/16406	[41, 2376, 1497, 2395]
paragraph: ತಂದೆಯೇ ಮದ್ಯದ ಅಮಲಿನಲ್ಲಿ ಮಗಳ ಪಠ್ಯಪುಸ್ತಕಗಳನ್ನು ಸುಟ್ಟುಹಾಕಿದ ಘಟನೆ ನಡೆದಿದ್ದು, ಪರೀಕ್ಷೆ ಹತ್ತಿರವಿರುವಾಗ ವಿದ್ಯಾರ್ಥಿನಿ ಆತಂಕಕ್ಕೆ ಒಳಗಾಗಿದ್ದಳು. ವಿಷಯ ತಿಳಿದ 112 ಪೊಲೀಸ್ ಸಿಬ್ಬಂದಿ ತಕ್ಷಣ ಸ್ಥಳಕ್ಕೆ ಆಗಮಿಸಿ ವಿದ್ಯಾರ್ಥಿನಿಗೆ ಹೊಸ ಪುಸ್ತಕಗಳನ್ನು ಒದಗಿಸಿ ಧೈರ್ಯ ತುಂಬಿದರು. ಪೊಲೀಸರ ಮಾನವೀಯ ಸ್ಪಂದನೆಗೆ ಸಾರ್ವಜನಿಕರಿಂದ ಮೆಚ್ಚುಗೆ ವ್ಯಕ್ತವಾಗಿದೆ.	[906, 1697, 1123, 1805]
paragraph: ನಗರದ ಆಂಜನೇಯ ಕೆರೆ ಆವರಣದಲ್ಲಿ ಭಾನುವಾರ ಕೆರೆ ಸ್ವಚ್ಛತಾ ಕಾರ್ಯಕ್ರಮ ನಡೆಯಿತು. ಸ್ವಚ್ಛ ಕರ್ನಾಟಕ ಅಭಿಯಾನದ ಅಂಗವಾಗಿ ನಡೆದ ಕಾರ್ಯಕ್ರಮದಲ್ಲಿ ನೂರಾರು ವಿದ್ಯಾರ್ಥಿಗಳು, ಸ್ವಯಂಸೇವಕರು ಮತ್ತು ಸಾರ್ವಜನಿಕರು ಪಾಲ್ಗೊಂಡು ಕೆರೆಯ ಸುತ್ತಮುತ್ತಲಿನ ಪ್ಲಾಸ್ಟಿಕ್ ಹಾಗೂ ಕಸವನ್ನು ತೆರವುಗೊಳಿಸಿದರು. ಕೆರೆಗಳು ಜೀವಜಲದ ಮೂಲಗಳಾಗಿದ್ದು ಅವುಗಳ ಸಂರಕ್ಷಣೆ ಪ್ರತಿಯೊಬ್ಬರ ಜವಾಬ್ದಾರಿ ಎಂದು ಸಂಘಟಕರು ತಿಳಿಸಿದರು.	[308, 1332, 500, 1470]
paragraph: ಮಾರುಕಟ್ಟೆ ಮಧ್ಯಪ್ರವೇಶ ಯೋಜನೆಯಡಿ ಮೆಕ್ಕೆಜೋಳ ಖರೀದಿಗೆ ರೈತರ ನೋಂದಣಿ ಅವಧಿಯನ್ನು ಫೆಬ್ರವರಿ 13ರವರೆಗೆ ವಿಸ್ತರಿಸಲಾಗಿದೆ. 2025-26ನೇ ಸಾಲಿನ ಹಂಗಾಮಿನಲ್ಲಿ ಬೆಳೆದ ಮೆಕ್ಕೆಜೋಳವನ್ನು ಬೆಂಬಲ ಬೆಲೆಯಲ್ಲಿ ಖರೀದಿಸಲಾಗುವುದು. ರೈತರು ತಮ್ಮ ಸಮೀಪದ ಖರೀದಿ ಕೇಂದ್ರಗಳಲ್ಲಿ ನೋಂದಾಯಿಸಿಕೊಳ್ಳಬೇಕು ಎಂದು ಜಿಲ್ಲಾಧಿಕಾರಿ ತಿಳಿಸಿದ್ದಾರೆ.	[1134, 1649, 1497, 1709]
dateline: ಸೊರಬ,ಫೆ.10:	[308, 189, 371, 202]
article-continuation	[308, 487, 1123, 643]
article-body	[308, 188, 515, 481]
issue-date: ಮಂಗಳವಾರ 10 ಫೆಬ್ರವರಿ 2026	[102, 96, 365, 122]
paragraph: ರಾಜ್ಯ ಸರ್ಕಾರವು ಕೆಪಿಎಸ್ ಮ್ಯಾಗ್ನೆಟ್ ಶಾಲೆಗಳ ಹೆಸರಿನಲ್ಲಿ ಗ್ರಾಮೀಣ ಭಾಗದ ಸರ್ಕಾರಿ ಶಾಲೆಗಳನ್ನು ಮುಚ್ಚುವ ಹುನ್ನಾರ ನಡೆಸುತ್ತಿದೆ, ಈ ಯೋಜನೆ ವಿದ್ಯಾರ್ಥಿಗಳ ಭವಿಷ್ಯಕ್ಕೆ ಮಾರಕವಾಗಿದೆ ಎಂದು ಎಸ್ಎಫ್ಐ ಜಿಲ್ಲಾ ಸಮಿತಿ ಆರೋಪಿಸಿದೆ. ಸರ್ಕಾರ ಈ ಕೂಡಲೇ ಈ ನಿರ್ಧಾರವನ್ನು ಕೈಬಿಟ್ಟು ಪ್ರತಿ ಗ್ರಾಮದ ಶಾಲೆಗಳನ್ನು ಬಲಪಡಿಸಬೇಕು, ಖಾಲಿ ಇರುವ ಶಿಕ್ಷಕರ ಹುದ್ದೆಗಳನ್ನು ಭರ್ತಿ ಮಾಡಬೇಕು ಎಂದು ಒತ್ತಾಯಿಸಿದರು.	[524, 1037, 717, 1175]
article-body	[1134, 217, 1497, 1077]
mekedatu-article	[1134, 1572, 1497, 1642]
headline: ಕೆರೆ ಸ್ವಚ್ಛತಾ ಕಾರ್ಯದಲ್ಲಿ ವಿದ್ಯಾರ್ಥಿಗಳು, ಸಾರ್ವಜನಿಕರು ಭಾಗಿ	[436, 1291, 995, 1323]
paragraph: ಎಲ್ಲೆ ಮೀರಿಗಳು, ಶ್ರೀಮಂತರಿಗಳು ಒಂದೊಂದಾಗಿ ಮುಚ್ಚಿ ಹೋಗುತ್ತಿರುವ ಕಾಲದಲ್ಲಿ ದಾವಣಗೆರೆಯ ಜನರ ಬದುಕಿಗೆ ಆಸರೆಯಾಗಿ ನಿಂತವರು ಶಾಮನೂರು ಶಿವಶಂಕರಪ್ಪನವರು. ಸಾವಿರಾರು ಕುಟುಂಬಗಳಿಗೆ ಉದ್ಯೋಗ ನೀಡಿ ಅವರ ಬದುಕನ್ನು ಕಟ್ಟಿಕೊಟ್ಟರು. ಶಿಕ್ಷಣ, ಆರೋಗ್ಯ, ಕೈಗಾರಿಕೆ ಕ್ಷೇತ್ರಗಳಲ್ಲಿ ಅವರ ಕೊಡುಗೆ ಅಪಾರ. ನಗರದ ಅಭಿವೃದ್ಧಿಗೆ ಅವರು ನೀಡಿದ ಸೇವೆ ಸ್ಮರಣೀಯ ಎಂದು ಗಣ್ಯರು ಶ್ಲಾಘಿಸಿದರು. ಕಾರ್ಯಕ್ರಮದಲ್ಲಿ ಅನೇಕ ಸಂಘಟನೆಗಳ ಪದಾಧಿಕಾರಿಗಳು, ಕಾರ್ಮಿಕರು ಭಾಗವಹಿಸಿದ್ದರು. ಅವರ ಆದರ್ಶಗಳನ್ನು ಯುವಜನತೆ ಅನುಸರಿಸಬೇಕು ಎಂದು ಸಲಹೆ ನೀಡಿದರು.	[1321, 316, 1497, 516]
paragraph: ಎಲ್ಲೆ ಮೀರಿಗಳು, ಶ್ರೀಮಂತರಿಗಳು ಒಂದೊಂದಾಗಿ ಮುಚ್ಚಿ ಹೋಗುತ್ತಿರುವ ಕಾಲದಲ್ಲಿ ದಾವಣಗೆರೆಯ ಜನರ ಬದುಕಿಗೆ ಆಸರೆಯಾಗಿ ನಿಂತವರು ಶಾಮನೂರು ಶಿವಶಂಕರಪ್ಪನವರು. ಸಾವಿರಾರು ಕುಟುಂಬಗಳಿಗೆ ಉದ್ಯೋಗ ನೀಡಿ ಅವರ ಬದುಕನ್ನು ಕಟ್ಟಿಕೊಟ್ಟರು. ಶಿಕ್ಷಣ, ಆರೋಗ್ಯ, ಕೈಗಾರಿಕೆ ಕ್ಷೇತ್ರಗಳಲ್ಲಿ ಅವರ ಕೊಡುಗೆ ಅಪಾರ. ನಗರದ ಅಭಿವೃದ್ಧಿಗೆ ಅವರು ನೀಡಿದ ಸೇವೆ ಸ್ಮರಣೀಯ ಎಂದು ಗಣ್ಯರು ಶ್ಲಾಘಿಸಿದರು. ಕಾರ್ಯಕ್ರಮದಲ್ಲಿ ಅನೇಕ ಸಂಘಟನೆಗಳ ಪದಾಧಿಕಾರಿಗಳು, ಕಾರ್ಮಿಕರು ಭಾಗವಹಿಸಿದ್ದರು. ಅವರ ಆದರ್ಶಗಳನ್ನು ಯುವಜನತೆ ಅನುಸರಿಸಬೇಕು ಎಂದು ಸಲಹೆ ನೀಡಿದರು.	[1321, 523, 1497, 723]
portrait-photo	[41, 408, 137, 520]
